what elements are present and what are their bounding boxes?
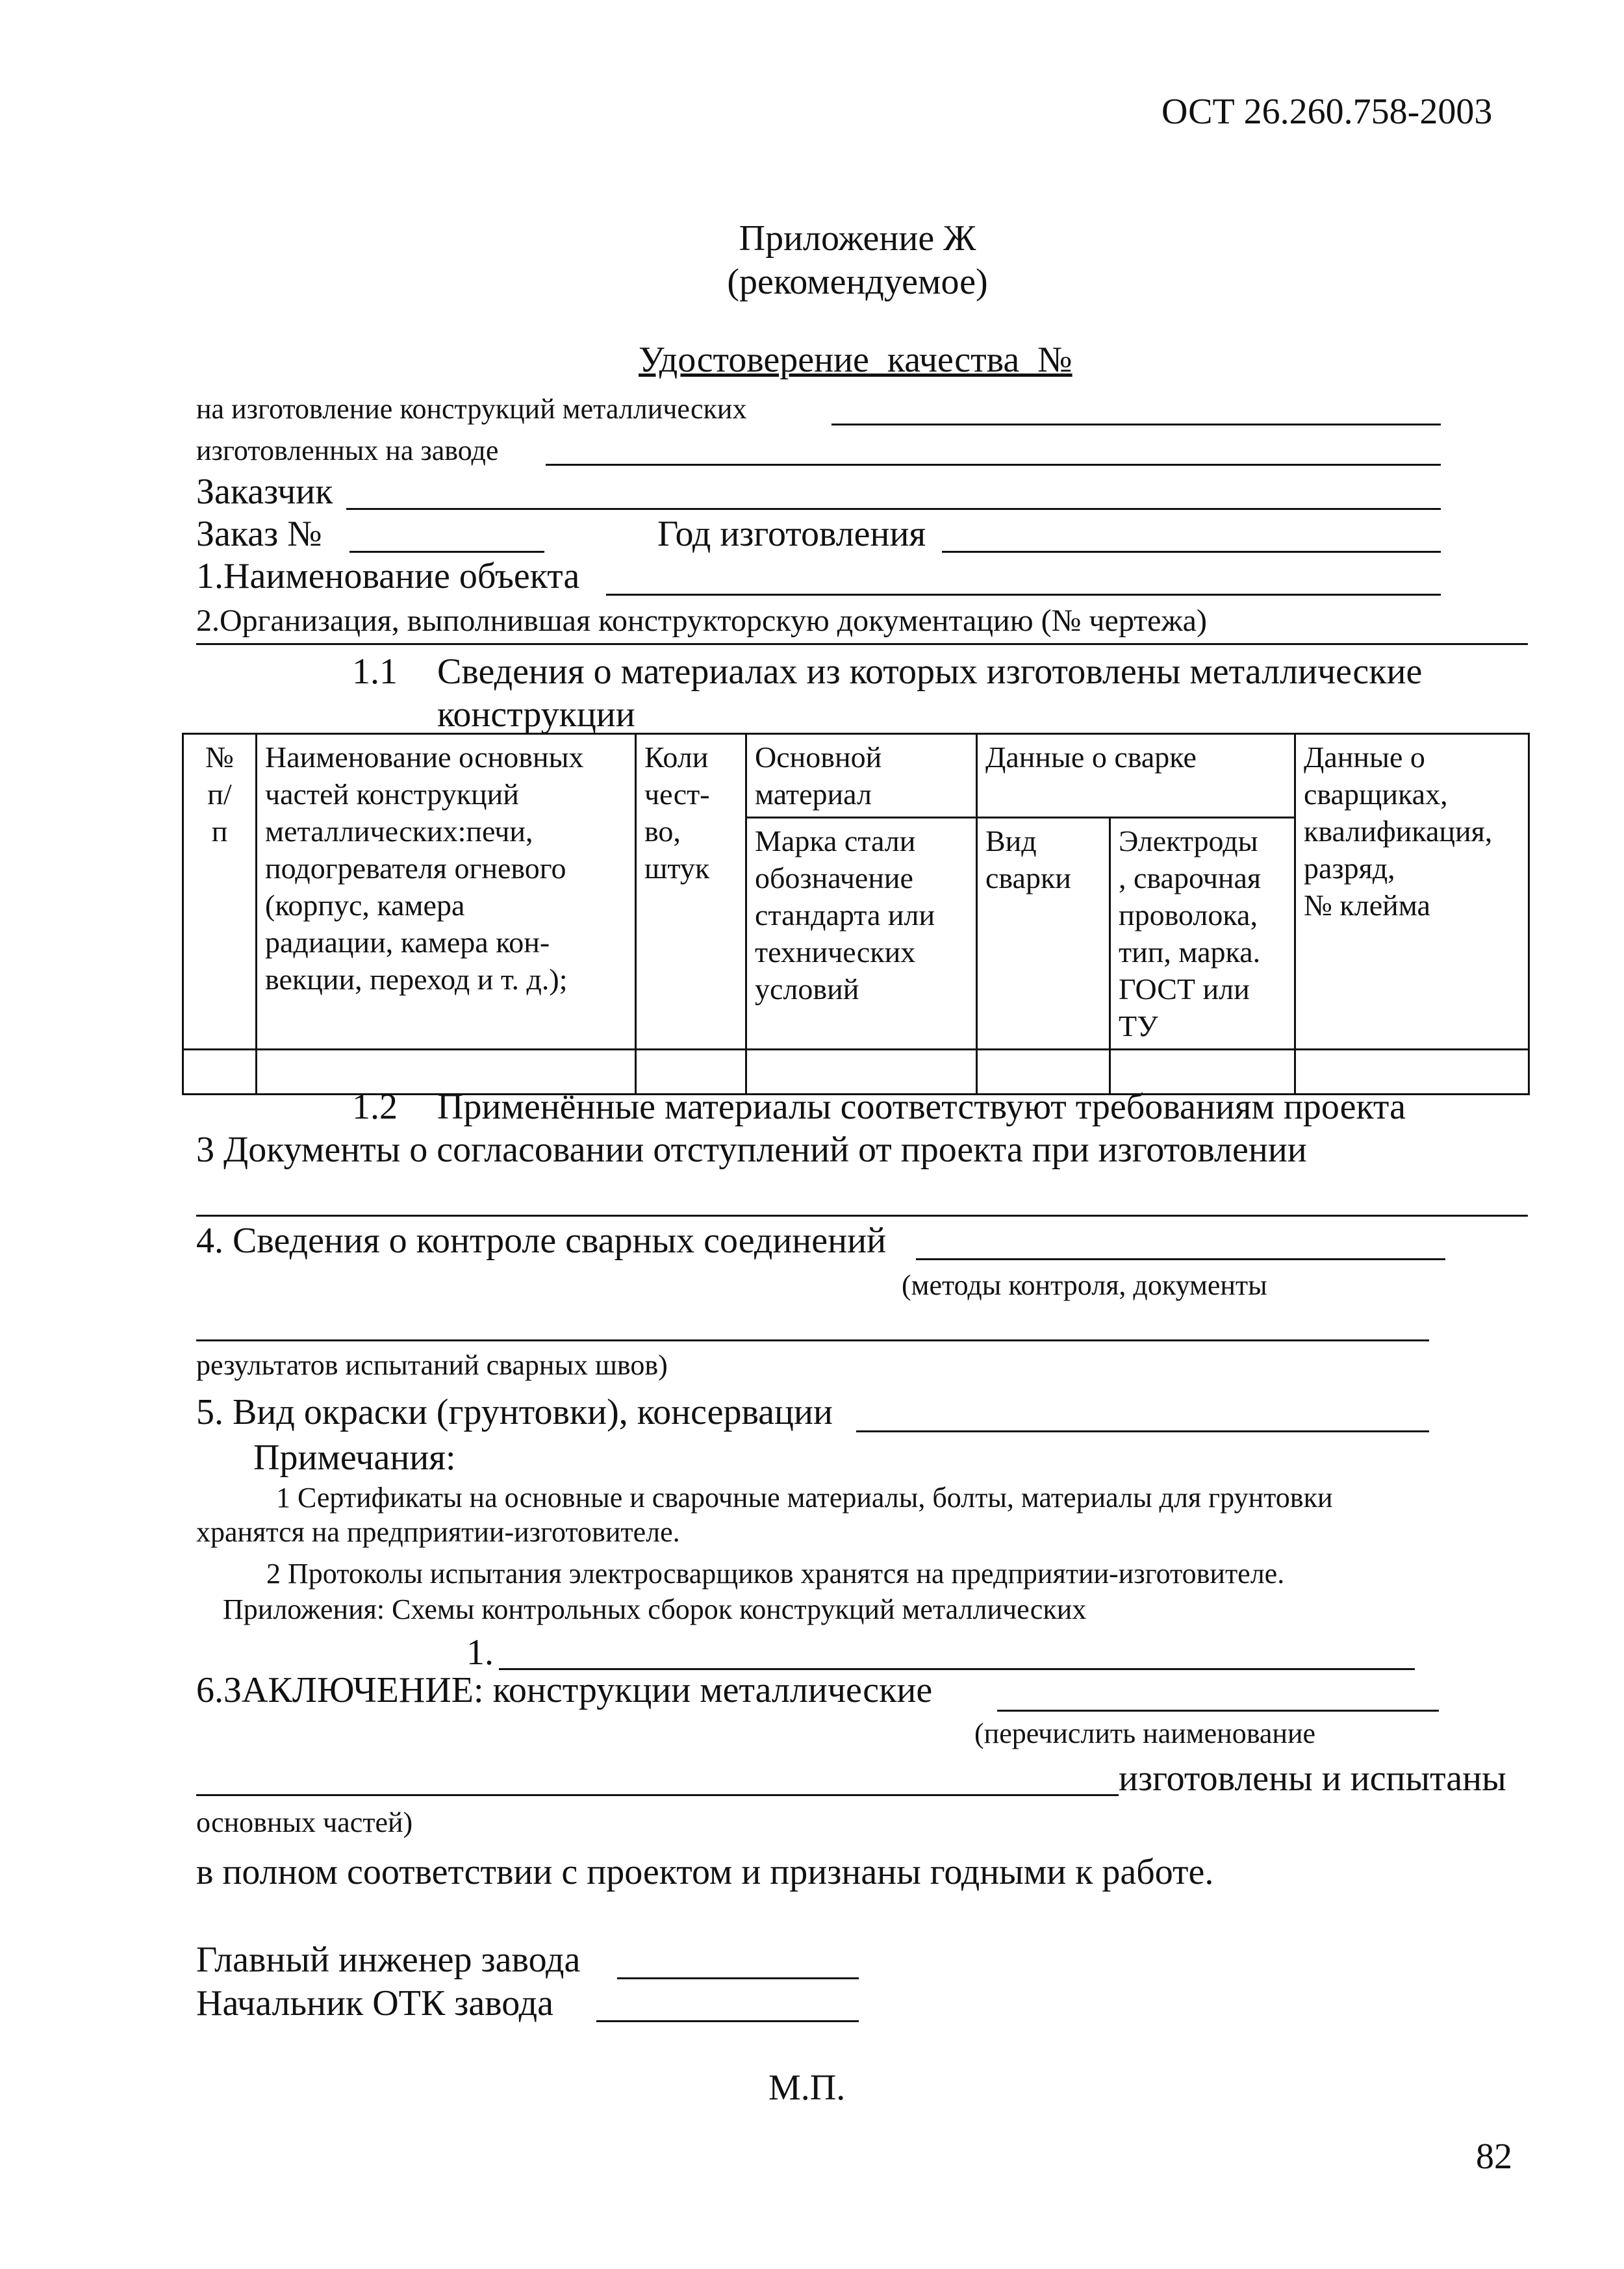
th-base-material: Основной материал: [746, 734, 977, 818]
section-4-blank2[interactable]: [196, 1339, 1429, 1341]
th-number: № п/ п: [183, 734, 257, 1050]
th-weld-type: Вид сварки: [977, 818, 1110, 1050]
year-blank[interactable]: [942, 551, 1441, 553]
section-4-hint2: результатов испытаний сварных швов): [196, 1349, 668, 1381]
field-line1-blank[interactable]: [831, 424, 1441, 425]
section-1-1-line2: конструкции: [437, 694, 635, 735]
year-label: Год изготовления: [657, 514, 926, 554]
section-4-blank[interactable]: [916, 1258, 1445, 1260]
section-1-1-line1: Сведения о материалах из которых изготовлены металлические: [437, 652, 1423, 692]
section-4-hint1: (методы контроля, документы: [902, 1269, 1267, 1301]
stamp-place: М.П.: [768, 2068, 846, 2108]
section-5-blank[interactable]: [856, 1430, 1429, 1432]
th-quantity: Коли чест- во, штук: [636, 734, 746, 1050]
object-label: 1.Наименование объекта: [196, 556, 580, 596]
note-1b: хранятся на предприятии-изготовителе.: [196, 1516, 680, 1548]
th-welders: Данные о сварщиках, квалификация, разряд, № клейма: [1295, 734, 1529, 1050]
section-1-2-number: 1.2: [352, 1087, 398, 1127]
section-6-blank[interactable]: [997, 1710, 1439, 1712]
otk-head-signature-blank[interactable]: [596, 2020, 859, 2022]
section-5-text: 5. Вид окраски (грунтовки), консервации: [196, 1392, 833, 1432]
section-6-tail: изготовлены и испытаны: [1119, 1758, 1506, 1799]
section-3-text: 3 Документы о согласовании отступлений от проекта при изготовлении: [196, 1130, 1307, 1170]
note-1a: 1 Сертификаты на основные и сварочные материалы, болты, материалы для грунтовки: [276, 1482, 1333, 1514]
chief-engineer-signature-blank[interactable]: [617, 1977, 859, 1979]
th-steel-grade: Марка стали обозначение стандарта или технических условий: [746, 818, 977, 1050]
field-line1-label: на изготовление конструкций металлических: [196, 393, 747, 425]
page-number: 82: [1476, 2136, 1512, 2177]
organization-blank[interactable]: [196, 643, 1528, 645]
customer-blank[interactable]: [346, 508, 1441, 510]
field-line2-blank[interactable]: [546, 464, 1441, 466]
field-line2-label: изготовленных на заводе: [196, 435, 499, 466]
customer-label: Заказчик: [196, 472, 333, 512]
section-1-2-text: Применённые материалы соответствуют требованиям проекта: [437, 1087, 1406, 1127]
chief-engineer-label: Главный инженер завода: [196, 1940, 581, 1980]
section-4-text: 4. Сведения о контроле сварных соединений: [196, 1221, 887, 1261]
appendix-title: Приложение Ж: [739, 218, 976, 259]
section-6-blank2[interactable]: [196, 1794, 1119, 1796]
section-3-blank[interactable]: [196, 1215, 1528, 1217]
appendix-note: (рекомендуемое): [727, 262, 988, 302]
th-welding-data: Данные о сварке: [977, 734, 1295, 818]
notes-title: Примечания:: [253, 1438, 456, 1478]
th-part-name: Наименование основных частей конструкций металлических:печи, подогревателя огневого (корпус, камера радиации, камера кон- векции, переход и т. д.);: [257, 734, 636, 1050]
section-6-hint2: основных частей): [196, 1806, 413, 1838]
note-2: 2 Протоколы испытания электросварщиков хранятся на предприятии-изготовителе.: [266, 1558, 1285, 1590]
table-cell[interactable]: [183, 1050, 257, 1095]
certificate-title: Удостоверение качества №: [639, 340, 1072, 380]
section-6-final: в полном соответствии с проектом и признаны годными к работе.: [196, 1852, 1214, 1892]
materials-table: [182, 733, 1530, 1095]
document-number: ОСТ 26.260.758-2003: [1161, 92, 1493, 132]
attachment-1-label: 1.: [466, 1632, 494, 1673]
attachments: Приложения: Схемы контрольных сборок конструкций металлических: [223, 1593, 1087, 1625]
order-label: Заказ №: [196, 514, 322, 554]
order-blank[interactable]: [349, 551, 544, 553]
th-electrodes: Электроды , сварочная проволока, тип, марка. ГОСТ или ТУ: [1110, 818, 1295, 1050]
otk-head-label: Начальник ОТК завода: [196, 1983, 553, 2023]
section-1-1-number: 1.1: [352, 652, 398, 692]
section-6-text: 6.ЗАКЛЮЧЕНИЕ: конструкции металлические: [196, 1670, 933, 1710]
object-blank[interactable]: [606, 594, 1441, 596]
table-header-row-1: [183, 734, 1529, 818]
organization-label: 2.Организация, выполнившая конструкторскую документацию (№ чертежа): [196, 603, 1207, 638]
section-6-hint1: (перечислить наименование: [974, 1718, 1316, 1749]
